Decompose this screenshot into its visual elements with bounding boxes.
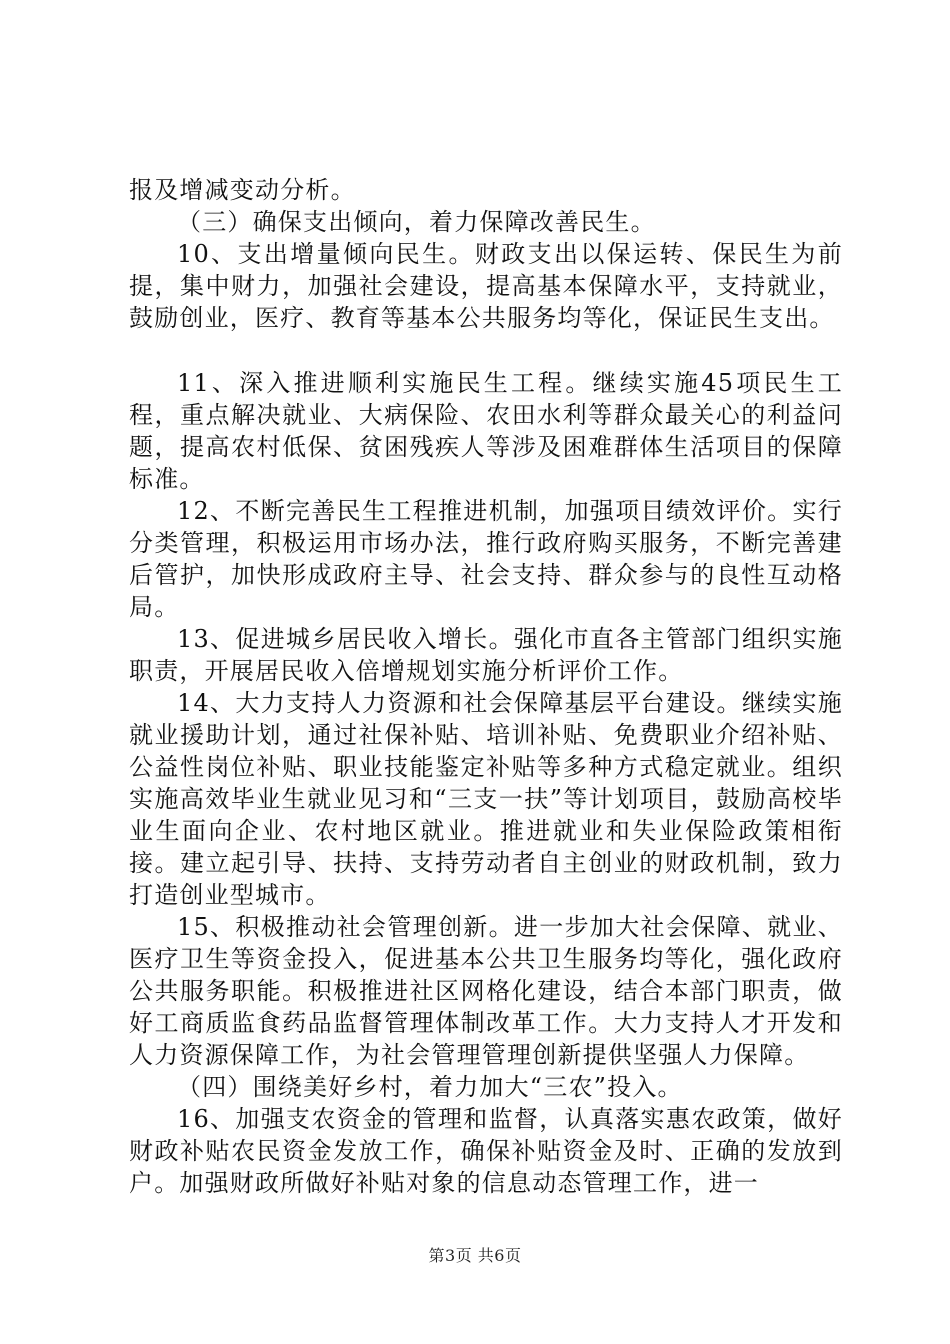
blank-line [129,334,843,367]
paragraph-13: 13、促进城乡居民收入增长。强化市直各主管部门组织实施职责，开展居民收入倍增规划实施分析评价工作。 [129,625,843,685]
page-number: 第3页 共6页 [428,1246,522,1265]
section-heading-3: （三）确保支出倾向，着力保障改善民生。 [177,208,656,236]
document-body [129,174,843,1199]
paragraph-15: 15、积极推动社会管理创新。进一步加大社会保障、就业、医疗卫生等资金投入，促进基本公共卫生服务均等化，强化政府公共服务职能。积极推进社区网格化建设，结合本部门职责，做好工商质监食药品监督管理体制改革工作。大力支持人才开发和人力资源保障工作，为社会管理管理创新提供坚强人力保障。 [129,913,843,1069]
paragraph-16: 16、加强支农资金的管理和监督，认真落实惠农政策，做好财政补贴农民资金发放工作，确保补贴资金及时、正确的发放到户。加强财政所做好补贴对象的信息动态管理工作，进一 [129,1105,843,1197]
paragraph-10: 10、支出增量倾向民生。财政支出以保运转、保民生为前提，集中财力，加强社会建设，提高基本保障水平，支持就业，鼓励创业，医疗、教育等基本公共服务均等化，保证民生支出。 [129,240,843,332]
paragraph-12: 12、不断完善民生工程推进机制，加强项目绩效评价。实行分类管理，积极运用市场办法，推行政府购买服务，不断完善建后管护，加快形成政府主导、社会支持、群众参与的良性互动格局。 [129,497,843,621]
section-heading-4: （四）围绕美好乡村，着力加大“三农”投入。 [177,1073,683,1101]
paragraph-11: 11、深入推进顺利实施民生工程。继续实施45项民生工程，重点解决就业、大病保险、农田水利等群众最关心的利益问题，提高农村低保、贫困残疾人等涉及困难群体生活项目的保障标准。 [129,369,843,493]
paragraph-continuation: 报及增减变动分析。 [129,176,356,204]
page-footer [0,1243,950,1266]
paragraph-14: 14、大力支持人力资源和社会保障基层平台建设。继续实施就业援助计划，通过社保补贴、培训补贴、免费职业介绍补贴、公益性岗位补贴、职业技能鉴定补贴等多种方式稳定就业。组织实施高效毕业生就业见习和“三支一扶”等计划项目，鼓励高校毕业生面向企业、农村地区就业。推进就业和失业保险政策相衔接。建立起引导、扶持、支持劳动者自主创业的财政机制，致力打造创业型城市。 [129,689,843,909]
